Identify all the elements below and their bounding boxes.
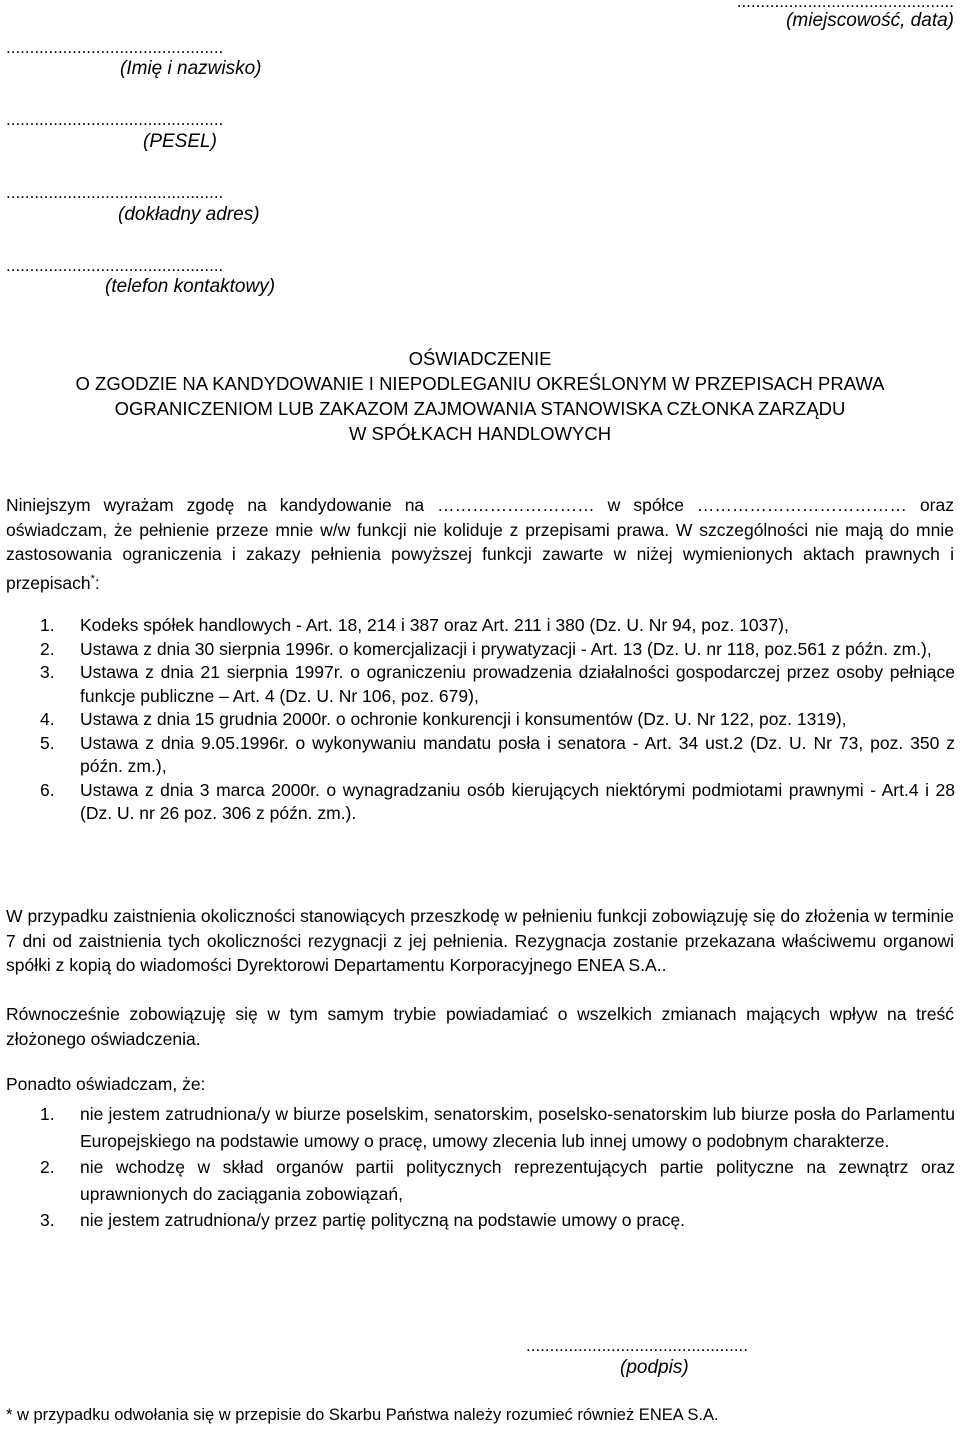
footnote: * w przypadku odwołania się w przepisie do Skarbu Państwa należy rozumieć również ENEA S.A. (6, 1406, 719, 1424)
laws-list (40, 614, 955, 826)
pesel-label: (PESEL) (143, 131, 217, 152)
name-label: (Imię i nazwisko) (120, 58, 262, 79)
law-number: 4. (40, 709, 55, 729)
further-number: 1. (40, 1104, 55, 1124)
further-item (40, 1154, 955, 1207)
title-line-3: OGRANICZENIOM LUB ZAKAZOM ZAJMOWANIA STANOWISKA CZŁONKA ZARZĄDU (114, 398, 846, 419)
law-number: 6. (40, 779, 55, 800)
notification-paragraph: Równocześnie zobowiązuję się w tym samym trybie powiadamiać o wszelkich zmianach mających wpływ na treść złożonego oświadczenia. (6, 1004, 954, 1049)
further-item (40, 1207, 955, 1234)
signature-label: (podpis) (620, 1357, 689, 1378)
phone-dotted-line: .............................................. (6, 256, 224, 275)
law-text: Ustawa z dnia 15 grudnia 2000r. o ochronie konkurencji i konsumentów (Dz. U. Nr 122, poz. 1319), (80, 709, 847, 729)
name-dotted-line: .............................................. (6, 38, 224, 57)
address-label: (dokładny adres) (118, 204, 260, 225)
title-line-1: OŚWIADCZENIE (408, 348, 552, 369)
further-heading: Ponadto oświadczam, że: (6, 1074, 206, 1094)
footnote-marker: * (90, 572, 95, 585)
law-item (40, 638, 955, 662)
further-text: nie wchodzę w skład organów partii politycznych reprezentujących partie polityczne na zewnątrz oraz uprawnionych do zaciągania zobowiązań, (80, 1157, 955, 1204)
law-number: 1. (40, 615, 55, 635)
law-text: Ustawa z dnia 3 marca 2000r. o wynagradzaniu osób kierujących niektórymi podmiotami prawnymi - Art.4 i 28 (Dz. U. nr 26 poz. 306 z późn. zm.). (80, 779, 955, 823)
intro-colon: : (94, 572, 100, 593)
further-text: nie jestem zatrudniona/y w biurze poselskim, senatorskim, poselsko-senatorskim lub biurze posła do Parlamentu Europejskiego na podstawie umowy o pracę, umowy zlecenia lub innej umowy o podobnym charakterze. (80, 1104, 955, 1151)
law-text: Ustawa z dnia 9.05.1996r. o wykonywaniu mandatu posła i senatora - Art. 34 ust.2 (Dz. U. Nr 73, poz. 350 z późn. zm.), (80, 732, 955, 776)
law-item (40, 732, 955, 779)
place-date-label: (miejscowość, data) (786, 10, 954, 31)
law-number: 3. (40, 662, 55, 682)
further-number: 2. (40, 1157, 55, 1177)
resignation-paragraph: W przypadku zaistnienia okoliczności stanowiących przeszkodę w pełnieniu funkcji zobowiązuję się do złożenia w terminie 7 dni od zaistnienia tych okoliczności rezygnacji z jej pełnienia. Rezygnacja zostanie przekazana właściwemu organowi spółki z kopią do wiadomości Dyrektorowi Departamentu Korporacyjnego ENEA S.A.. (6, 906, 954, 975)
phone-label: (telefon kontaktowy) (105, 276, 276, 297)
further-item (40, 1101, 955, 1154)
law-item (40, 661, 955, 708)
title-line-2: O ZGODZIE NA KANDYDOWANIE I NIEPODLEGANIU OKREŚLONYM W PRZEPISACH PRAWA (75, 373, 885, 394)
place-date-dotted-line: .............................................. (736, 0, 954, 11)
law-text: Kodeks spółek handlowych - Art. 18, 214 i 387 oraz Art. 211 i 380 (Dz. U. Nr 94, poz. 1037), (80, 615, 789, 635)
law-item (40, 779, 955, 826)
document-title (0, 346, 960, 446)
intro-restrictions-text: W szczególności nie mają do mnie zastosowania ograniczenia i zakazy pełnienia powyższej funkcji zawarte w niżej wymienionych aktach prawnych i przepisach (6, 519, 954, 593)
signature-dotted-line: ............................................... (526, 1336, 748, 1355)
further-number: 3. (40, 1210, 55, 1230)
intro-paragraph (6, 493, 954, 595)
law-number: 5. (40, 732, 55, 753)
address-dotted-line: .............................................. (6, 183, 224, 202)
law-text: Ustawa z dnia 21 sierpnia 1997r. o ograniczeniu prowadzenia działalności gospodarczej przez osoby pełniące funkcje publiczne – Art. 4 (Dz. U. Nr 106, poz. 679), (80, 662, 955, 706)
pesel-dotted-line: .............................................. (6, 110, 224, 129)
law-text: Ustawa z dnia 30 sierpnia 1996r. o komercjalizacji i prywatyzacji - Art. 13 (Dz. U. nr 118, poz.561 z późn. zm.), (80, 638, 932, 659)
intro-consent-text: Niniejszym wyrażam zgodę na kandydowanie na ……………………… w spółce ……………………………… oraz oświadczam, że pełnienie przeze mnie w/w funkcji nie koliduje z przepisami prawa. (6, 495, 954, 540)
law-item (40, 708, 955, 732)
law-item (40, 614, 955, 638)
law-number: 2. (40, 638, 55, 659)
title-line-4: W SPÓŁKACH HANDLOWYCH (348, 423, 612, 444)
further-text: nie jestem zatrudniona/y przez partię polityczną na podstawie umowy o pracę. (80, 1210, 686, 1230)
further-list (40, 1101, 955, 1234)
